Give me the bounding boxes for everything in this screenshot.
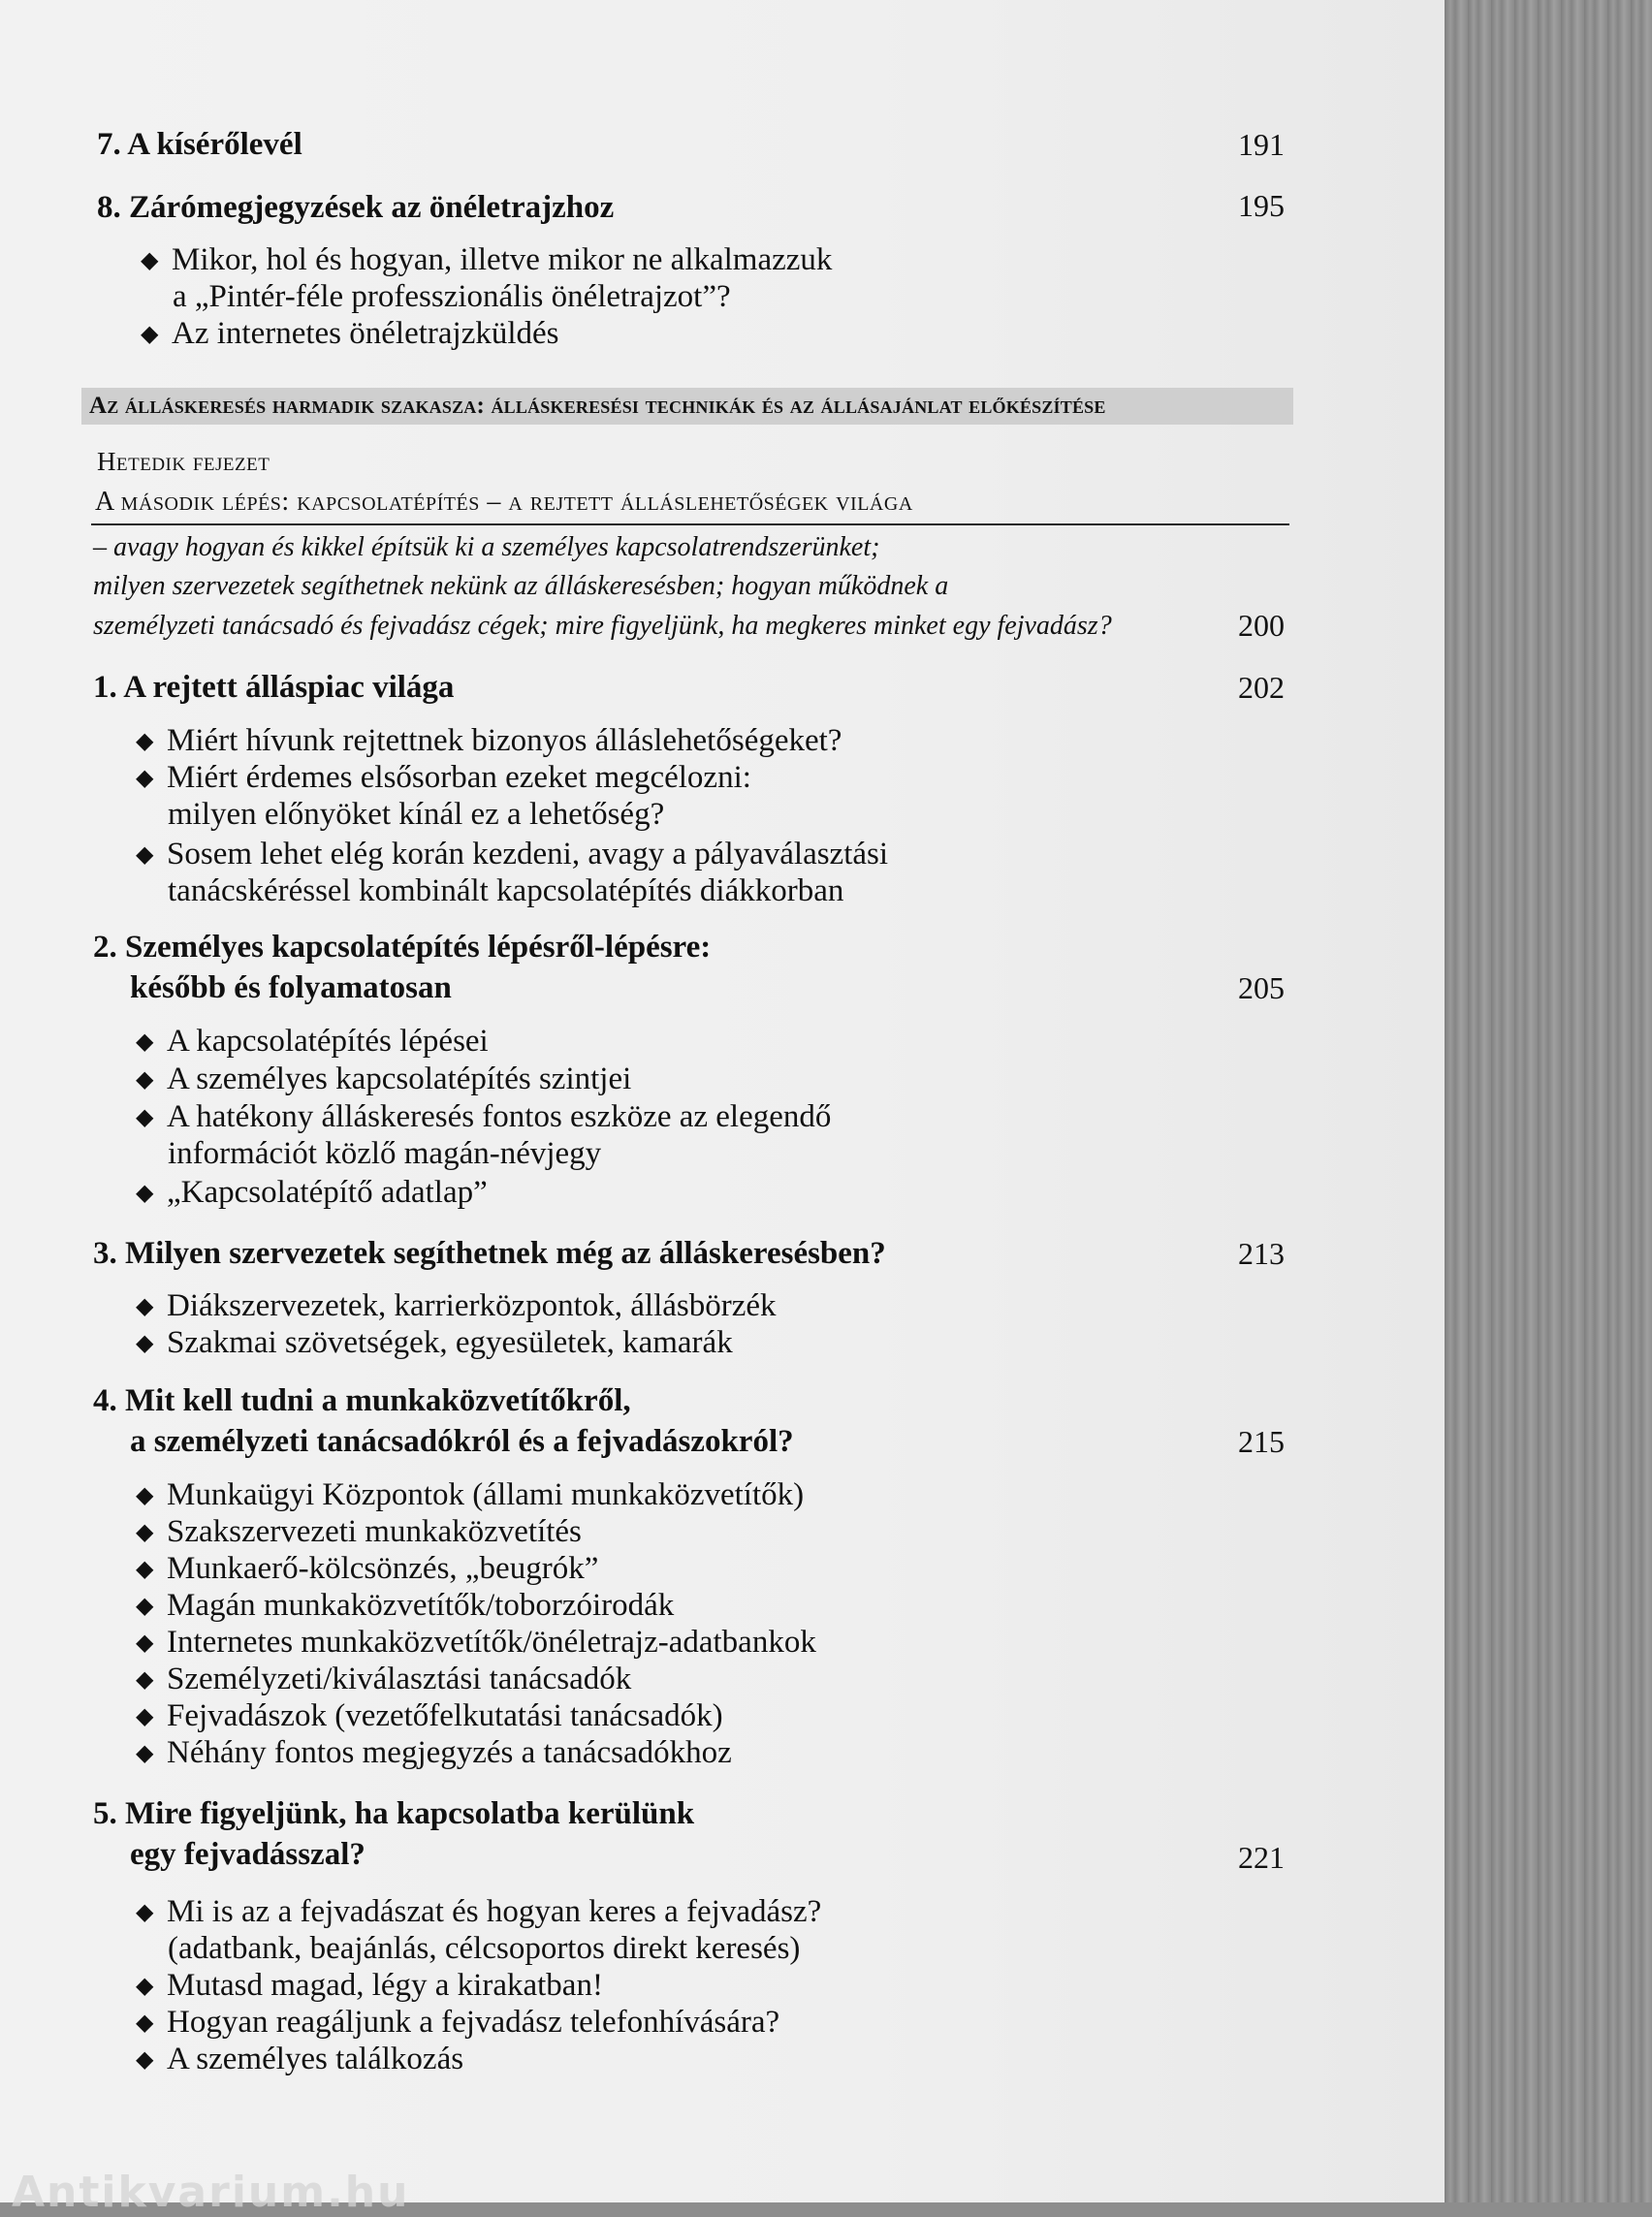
page-number: 205 [1238, 970, 1285, 1005]
diamond-bullet-icon: ◆ [136, 1483, 154, 1508]
bullet-continuation: tanácskéréssel kombinált kapcsolatépítés diákkorban [168, 873, 844, 908]
diamond-bullet-icon: ◆ [136, 1181, 154, 1206]
chapter-subtitle-line: – avagy hogyan és kikkel építsük ki a személyes kapcsolatrendszerünket; [93, 532, 880, 562]
bullet-item: ◆ A kapcsolatépítés lépései [136, 1024, 489, 1059]
bullet-continuation: (adatbank, beajánlás, célcsoportos direkt keresés) [168, 1931, 801, 1966]
diamond-bullet-icon: ◆ [141, 322, 159, 347]
chapter-rule [91, 523, 1289, 525]
watermark: Antikvarium.hu [12, 2168, 410, 2217]
entry-title: A kísérőlevél [127, 127, 302, 162]
toc-section-4: 4. Mit kell tudni a munkaközvetítőkről, [93, 1383, 631, 1418]
phase-heading-band: Az álláskeresés harmadik szakasza: álláskeresési technikák és az állásajánlat előkészítése [81, 388, 1293, 425]
toc-entry-8 [97, 189, 614, 226]
diamond-bullet-icon: ◆ [136, 1704, 154, 1729]
bullet-item: ◆ Munkaügyi Központok (állami munkaközvetítők) [136, 1477, 805, 1512]
toc-section-1: 1. A rejtett álláspiac világa [93, 670, 455, 705]
diamond-bullet-icon: ◆ [136, 1900, 154, 1925]
bullet-item: ◆ A személyes kapcsolatépítés szintjei [136, 1061, 632, 1096]
bullet-item: ◆ Miért hívunk rejtettnek bizonyos álláslehetőségeket? [136, 723, 842, 758]
bullet-continuation: a „Pintér-féle professzionális önéletrajzot”? [173, 279, 731, 314]
chapter-label: Hetedik fejezet [97, 447, 270, 476]
diamond-bullet-icon: ◆ [136, 842, 154, 868]
diamond-bullet-icon: ◆ [136, 1667, 154, 1693]
bullet-item: ◆ Mutasd magad, légy a kirakatban! [136, 1968, 603, 2003]
diamond-bullet-icon: ◆ [136, 1594, 154, 1619]
diamond-bullet-icon: ◆ [136, 1741, 154, 1766]
entry-number: 8. [97, 190, 121, 225]
toc-section-4-title-cont: a személyzeti tanácsadókról és a fejvadászokról? [130, 1424, 794, 1459]
bullet-item: ◆ Miért érdemes elsősorban ezeket megcélozni: [136, 760, 751, 795]
entry-number: 7. [97, 127, 121, 162]
bullet-item: ◆ A személyes találkozás [136, 2042, 464, 2076]
diamond-bullet-icon: ◆ [136, 1029, 154, 1055]
page-number: 200 [1238, 608, 1285, 643]
bullet-item: ◆ Mikor, hol és hogyan, illetve mikor ne alkalmazzuk [141, 242, 833, 277]
toc-section-3: 3. Milyen szervezetek segíthetnek még az álláskeresésben? [93, 1236, 886, 1271]
bullet-item: ◆ Internetes munkaközvetítők/önéletrajz-adatbankok [136, 1625, 816, 1660]
page-number: 195 [1238, 188, 1285, 223]
bullet-continuation: információt közlő magán-névjegy [168, 1136, 602, 1171]
diamond-bullet-icon: ◆ [141, 248, 159, 273]
bullet-item: ◆ „Kapcsolatépítő adatlap” [136, 1175, 488, 1210]
diamond-bullet-icon: ◆ [136, 1331, 154, 1356]
bullet-item: ◆ Magán munkaközvetítők/toborzóirodák [136, 1588, 675, 1623]
diamond-bullet-icon: ◆ [136, 1974, 154, 1999]
toc-section-2: 2. Személyes kapcsolatépítés lépésről-lépésre: [93, 930, 712, 965]
diamond-bullet-icon: ◆ [136, 1067, 154, 1093]
chapter-title: A második lépés: kapcsolatépítés – a rejtett álláslehetőségek világa [95, 487, 913, 517]
toc-section-2-title-cont: később és folyamatosan [130, 970, 452, 1005]
bullet-item: ◆ Mi is az a fejvadászat és hogyan keres a fejvadász? [136, 1894, 822, 1929]
toc-section-5-title-cont: egy fejvadásszal? [130, 1837, 365, 1872]
diamond-bullet-icon: ◆ [136, 2011, 154, 2036]
bullet-continuation: milyen előnyöket kínál ez a lehetőség? [168, 797, 665, 832]
bullet-item: ◆ Az internetes önéletrajzküldés [141, 316, 559, 351]
page-number: 213 [1238, 1236, 1285, 1271]
chapter-subtitle-line: személyzeti tanácsadó és fejvadász cégek; mire figyeljünk, ha megkeres minket egy fejvadász? [93, 611, 1112, 641]
book-spine-edge [1445, 0, 1652, 2202]
bullet-item: ◆ Hogyan reagáljunk a fejvadász telefonhívására? [136, 2005, 780, 2040]
diamond-bullet-icon: ◆ [136, 729, 154, 754]
bullet-item: ◆ Szakszervezeti munkaközvetítés [136, 1514, 582, 1549]
diamond-bullet-icon: ◆ [136, 1520, 154, 1545]
bullet-item: ◆ Személyzeti/kiválasztási tanácsadók [136, 1662, 632, 1696]
bullet-item: ◆ Sosem lehet elég korán kezdeni, avagy a pályaválasztási [136, 837, 889, 871]
bullet-item: ◆ A hatékony álláskeresés fontos eszköze az elegendő [136, 1099, 832, 1134]
bullet-item: ◆ Munkaerő-kölcsönzés, „beugrók” [136, 1551, 599, 1586]
diamond-bullet-icon: ◆ [136, 1631, 154, 1656]
bullet-item: ◆ Szakmai szövetségek, egyesületek, kamarák [136, 1325, 733, 1360]
page-number: 215 [1238, 1424, 1285, 1459]
diamond-bullet-icon: ◆ [136, 1294, 154, 1319]
chapter-subtitle-line: milyen szervezetek segíthetnek nekünk az álláskeresésben; hogyan működnek a [93, 571, 949, 601]
bullet-item: ◆ Diákszervezetek, karrierközpontok, állásbörzék [136, 1288, 777, 1323]
bullet-item: ◆ Néhány fontos megjegyzés a tanácsadókhoz [136, 1735, 732, 1770]
diamond-bullet-icon: ◆ [136, 1557, 154, 1582]
diamond-bullet-icon: ◆ [136, 766, 154, 791]
entry-title: Zárómegjegyzések az önéletrajzhoz [129, 190, 615, 225]
toc-entry-7 [97, 126, 302, 163]
bullet-item: ◆ Fejvadászok (vezetőfelkutatási tanácsadók) [136, 1698, 723, 1733]
page-number: 191 [1238, 127, 1285, 162]
page-number: 202 [1238, 670, 1285, 705]
toc-section-5: 5. Mire figyeljünk, ha kapcsolatba kerülünk [93, 1796, 695, 1831]
diamond-bullet-icon: ◆ [136, 2047, 154, 2073]
diamond-bullet-icon: ◆ [136, 1105, 154, 1130]
page-number: 221 [1238, 1840, 1285, 1875]
